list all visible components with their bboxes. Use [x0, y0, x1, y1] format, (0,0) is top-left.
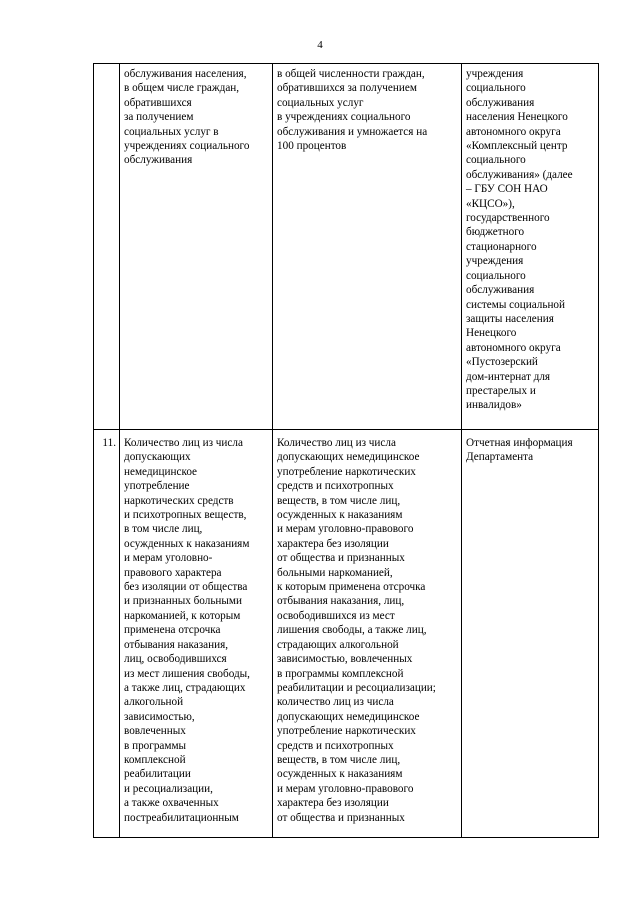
row-number-cell: [94, 64, 120, 430]
table-row: [94, 64, 599, 430]
indicator-cell: Количество лиц из числа допускающих немедицинское употребление наркотических средств и психотропных веществ, в том числе лиц, осужденных к наказаниям и мерам уголовно- правового характера без изоляции от общества и признанных больными наркоманией, к которым применена отсрочка отбывания наказания, лиц, освободившихся из мест лишения свободы, а также лиц, страдающих алкогольной зависимостью, вовлеченных в программы комплексной реабилитации и ресоциализации, а также охваченных постреабилитационным: [120, 430, 273, 838]
indicator-cell: обслуживания населения, в общем числе граждан, обратившихся за получением социальных услуг в учреждениях социального обслуживания: [120, 64, 273, 430]
data-source-cell: Отчетная информация Департамента: [462, 430, 599, 838]
indicator-table: [93, 63, 599, 838]
calculation-method-cell: в общей численности граждан, обратившихся за получением социальных услуг в учреждениях социального обслуживания и умножается на 100 процентов: [273, 64, 462, 430]
row-number-cell: 11.: [94, 430, 120, 838]
data-source-cell: учреждения социального обслуживания населения Ненецкого автономного округа «Комплексный центр социального обслуживания» (далее – ГБУ СОН НАО «КЦСО»), государственного бюджетного стационарного учреждения социального обслуживания системы социальной защиты населения Ненецкого автономного округа «Пустозерский дом-интернат для престарелых и инвалидов»: [462, 64, 599, 430]
table-row: [94, 430, 599, 838]
page-number: 4: [317, 39, 323, 51]
calculation-method-cell: Количество лиц из числа допускающих немедицинское употребление наркотических средств и психотропных веществ, в том числе лиц, осужденных к наказаниям и мерам уголовно-правового характера без изоляции от общества и признанных больными наркоманией, к которым применена отсрочка отбывания наказания, лиц, освободившихся из мест лишения свободы, а также лиц, страдающих алкогольной зависимостью, вовлеченных в программы комплексной реабилитации и ресоциализации; количество лиц из числа допускающих немедицинское употребление наркотических средств и психотропных веществ, в том числе лиц, осужденных к наказаниям и мерам уголовно-правового характера без изоляции от общества и признанных: [273, 430, 462, 838]
